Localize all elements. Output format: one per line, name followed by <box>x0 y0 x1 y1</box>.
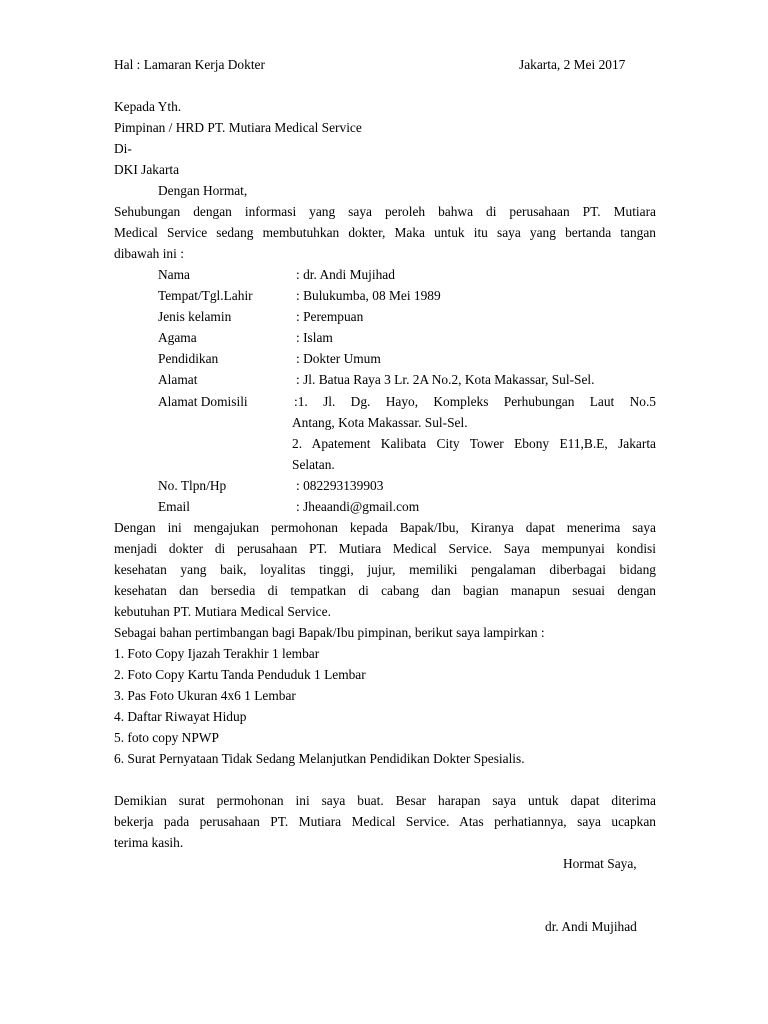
attachment-item: 2. Foto Copy Kartu Tanda Penduduk 1 Lembar <box>114 667 366 682</box>
field-value: 2. Apatement Kalibata City Tower Ebony E11,B.E, Jakarta <box>292 436 656 451</box>
field-value: : Bulukumba, 08 Mei 1989 <box>296 288 441 303</box>
place-date: Jakarta, 2 Mei 2017 <box>519 57 626 72</box>
signature-name: dr. Andi Mujihad <box>545 919 637 934</box>
intro-line: Sehubungan dengan informasi yang saya peroleh bahwa di perusahaan PT. Mutiara <box>114 204 656 219</box>
body-line: kesehatan dan bersedia di tempatkan di cabang dan bagian manapun sesuai dengan <box>114 583 656 598</box>
field-value: : Jl. Batua Raya 3 Lr. 2A No.2, Kota Makassar, Sul-Sel. <box>296 372 595 387</box>
subject-line: Hal : Lamaran Kerja Dokter <box>114 57 265 72</box>
field-label: Alamat <box>158 372 198 387</box>
recipient-line: DKI Jakarta <box>114 162 180 177</box>
attachment-item: 4. Daftar Riwayat Hidup <box>114 709 247 724</box>
greeting: Dengan Hormat, <box>158 183 248 198</box>
field-label: Agama <box>158 330 197 345</box>
field-value: :1. Jl. Dg. Hayo, Kompleks Perhubungan Laut No.5 <box>294 394 656 409</box>
attachment-item: 3. Pas Foto Ukuran 4x6 1 Lembar <box>114 688 296 703</box>
intro-line: dibawah ini : <box>114 246 184 261</box>
recipient-line: Kepada Yth. <box>114 99 182 114</box>
field-label: Pendidikan <box>158 351 219 366</box>
field-value: Antang, Kota Makassar. Sul-Sel. <box>292 415 468 430</box>
body-line: Sebagai bahan pertimbangan bagi Bapak/Ibu pimpinan, berikut saya lampirkan : <box>114 625 545 640</box>
field-value: : Perempuan <box>296 309 364 324</box>
signature-salutation: Hormat Saya, <box>563 856 637 871</box>
attachment-item: 6. Surat Pernyataan Tidak Sedang Melanjutkan Pendidikan Dokter Spesialis. <box>114 751 525 766</box>
recipient-line: Pimpinan / HRD PT. Mutiara Medical Service <box>114 120 362 135</box>
field-value: : 082293139903 <box>296 478 384 493</box>
closing-line: bekerja pada perusahaan PT. Mutiara Medical Service. Atas perhatiannya, saya ucapkan <box>114 814 656 829</box>
field-value: : Jheaandi@gmail.com <box>296 499 420 514</box>
body-line: kebutuhan PT. Mutiara Medical Service. <box>114 604 331 619</box>
field-value: Selatan. <box>292 457 335 472</box>
attachment-item: 5. foto copy NPWP <box>114 730 219 745</box>
field-label: Alamat Domisili <box>158 394 248 409</box>
body-line: menjadi dokter di perusahaan PT. Mutiara Medical Service. Saya mempunyai kondisi <box>114 541 656 556</box>
recipient-line: Di- <box>114 141 132 156</box>
field-value: : Islam <box>296 330 333 345</box>
field-label: Email <box>158 499 190 514</box>
field-label: Jenis kelamin <box>158 309 232 324</box>
attachment-item: 1. Foto Copy Ijazah Terakhir 1 lembar <box>114 646 320 661</box>
closing-line: terima kasih. <box>114 835 184 850</box>
field-value: : dr. Andi Mujihad <box>296 267 395 282</box>
field-value: : Dokter Umum <box>296 351 381 366</box>
field-label: Tempat/Tgl.Lahir <box>158 288 253 303</box>
field-label: Nama <box>158 267 190 282</box>
body-line: kesehatan yang baik, loyalitas tinggi, jujur, memiliki pengalaman diberbagai bidang <box>114 562 656 577</box>
closing-line: Demikian surat permohonan ini saya buat. Besar harapan saya untuk dapat diterima <box>114 793 656 808</box>
field-label: No. Tlpn/Hp <box>158 478 227 493</box>
intro-line: Medical Service sedang membutuhkan dokter, Maka untuk itu saya yang bertanda tangan <box>114 225 656 240</box>
body-line: Dengan ini mengajukan permohonan kepada Bapak/Ibu, Kiranya dapat menerima saya <box>114 520 656 535</box>
